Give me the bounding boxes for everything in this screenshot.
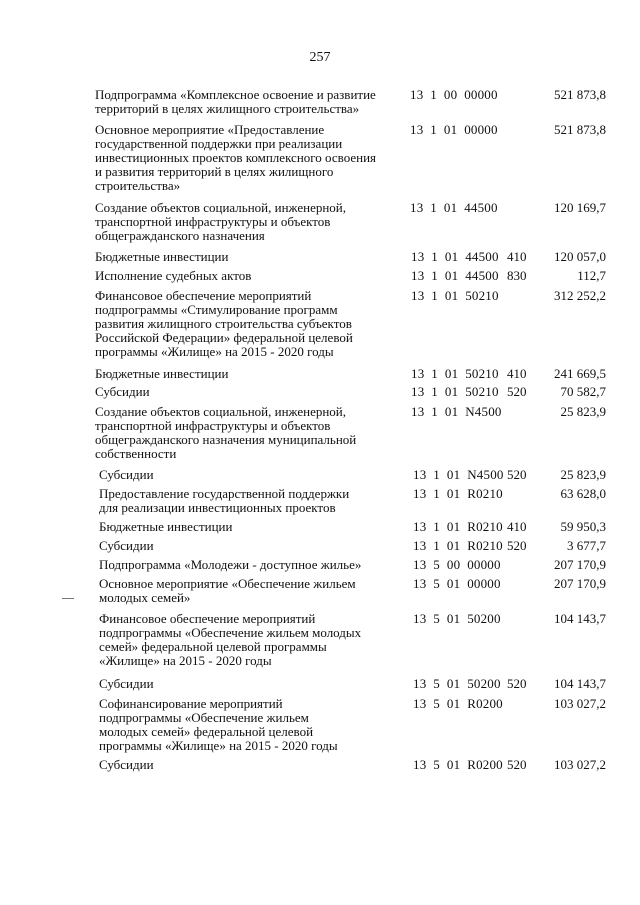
- row-classification-code: 13 5 00 00000: [413, 557, 501, 572]
- row-classification-code: 13 1 00 00000: [410, 87, 498, 102]
- row-amount: 25 823,9: [560, 467, 606, 482]
- row-amount: 104 143,7: [554, 611, 606, 626]
- row-classification-code: 13 1 01 00000: [410, 122, 498, 137]
- row-classification-code: 13 1 01 R0210: [413, 538, 503, 553]
- row-classification-code: 13 1 01 R0210: [413, 519, 503, 534]
- row-amount: 25 823,9: [560, 404, 606, 419]
- row-expense-type: 520: [507, 676, 527, 691]
- row-classification-code: 13 1 01 44500: [411, 268, 499, 283]
- row-classification-code: 13 5 01 R0200: [413, 696, 503, 711]
- row-description: Основное мероприятие «Предоставление государственной поддержки при реализации инвестиционных проектов комплексного освоения и развития территорий в целях жилищного строительства»: [95, 122, 377, 193]
- row-amount: 59 950,3: [560, 519, 606, 534]
- row-description: Бюджетные инвестиции: [99, 519, 233, 534]
- row-classification-code: 13 1 01 N4500: [411, 404, 502, 419]
- row-expense-type: 520: [507, 757, 527, 772]
- row-expense-type: 830: [507, 268, 527, 283]
- row-amount: 120 169,7: [554, 200, 606, 215]
- row-amount: 207 170,9: [554, 557, 606, 572]
- row-description: Финансовое обеспечение мероприятий подпрограммы «Стимулирование программ развития жилищного строительства субъектов Российской Федерации» федеральной целевой программы «Жилище» на 2015 - 2020 годы: [95, 288, 353, 359]
- row-expense-type: 410: [507, 366, 527, 381]
- row-classification-code: 13 5 01 00000: [413, 576, 501, 591]
- row-classification-code: 13 1 01 44500: [411, 249, 499, 264]
- row-description: Финансовое обеспечение мероприятий подпрограммы «Обеспечение жильем молодых семей» федеральной целевой программы «Жилище» на 2015 - 2020 годы: [99, 611, 362, 668]
- row-amount: 241 669,5: [554, 366, 606, 381]
- row-amount: 521 873,8: [554, 87, 606, 102]
- row-expense-type: 520: [507, 467, 527, 482]
- row-description: Субсидии: [95, 384, 150, 399]
- row-amount: 312 252,2: [554, 288, 606, 303]
- row-expense-type: 520: [507, 538, 527, 553]
- row-description: Создание объектов социальной, инженерной, транспортной инфраструктуры и объектов общегражданского назначения: [95, 200, 346, 243]
- row-amount: 70 582,7: [560, 384, 606, 399]
- row-description: Субсидии: [99, 538, 154, 553]
- page-number: 257: [309, 50, 331, 65]
- margin-mark: [62, 598, 74, 599]
- row-classification-code: 13 5 01 50200: [413, 611, 501, 626]
- row-description: Субсидии: [99, 757, 154, 772]
- row-classification-code: 13 1 01 R0210: [413, 486, 503, 501]
- row-amount: 103 027,2: [554, 696, 606, 711]
- row-description: Бюджетные инвестиции: [95, 366, 229, 381]
- row-description: Софинансирование мероприятий подпрограммы «Обеспечение жильем молодых семей» федеральной целевой программы «Жилище» на 2015 - 2020 годы: [99, 696, 338, 753]
- row-description: Создание объектов социальной, инженерной, транспортной инфраструктуры и объектов общегражданского назначения муниципальной собственности: [95, 404, 357, 461]
- row-amount: 63 628,0: [560, 486, 606, 501]
- row-amount: 112,7: [577, 268, 606, 283]
- row-description: Субсидии: [99, 676, 154, 691]
- row-classification-code: 13 1 01 50210: [411, 288, 499, 303]
- row-description: Подпрограмма «Комплексное освоение и развитие территорий в целях жилищного строительства»: [95, 87, 376, 116]
- row-classification-code: 13 1 01 50210: [411, 366, 499, 381]
- row-description: Предоставление государственной поддержки для реализации инвестиционных проектов: [99, 486, 350, 515]
- row-amount: 3 677,7: [567, 538, 606, 553]
- row-amount: 104 143,7: [554, 676, 606, 691]
- row-amount: 120 057,0: [554, 249, 606, 264]
- row-classification-code: 13 1 01 44500: [410, 200, 498, 215]
- row-description: Подпрограмма «Молодежи - доступное жилье»: [99, 557, 362, 572]
- row-expense-type: 410: [507, 519, 527, 534]
- row-classification-code: 13 1 01 50210: [411, 384, 499, 399]
- row-amount: 207 170,9: [554, 576, 606, 591]
- row-amount: 521 873,8: [554, 122, 606, 137]
- row-classification-code: 13 5 01 50200: [413, 676, 501, 691]
- row-classification-code: 13 5 01 R0200: [413, 757, 503, 772]
- row-description: Основное мероприятие «Обеспечение жильем молодых семей»: [99, 576, 356, 605]
- row-description: Исполнение судебных актов: [95, 268, 252, 283]
- row-description: Бюджетные инвестиции: [95, 249, 229, 264]
- row-amount: 103 027,2: [554, 757, 606, 772]
- row-description: Субсидии: [99, 467, 154, 482]
- row-expense-type: 520: [507, 384, 527, 399]
- row-expense-type: 410: [507, 249, 527, 264]
- row-classification-code: 13 1 01 N4500: [413, 467, 504, 482]
